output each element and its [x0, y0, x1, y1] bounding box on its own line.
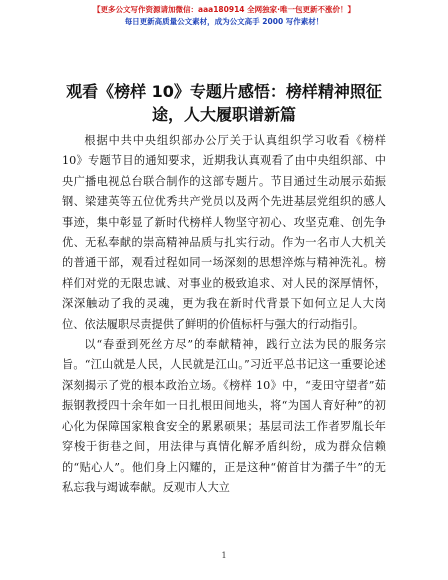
document-body	[62, 131, 386, 498]
document-title: 观看《榜样 10》专题片感悟：榜样精神照征途，人大履职谱新篇	[66, 82, 382, 124]
promo-header	[0, 4, 448, 28]
paragraph-service: 以“春蚕到死丝方尽”的奉献精神，践行立法为民的服务宗旨。“江山就是人民，人民就是江山。”习近平总书记这一重要论述深刻揭示了党的根本政治立场。《榜样 10》中，“麦田守望者”茹振钢教授四十余年如一日扎根田间地头，将“为国人育好种”的初心化为保障国家粮食安全的累累硕果；基层司法工作者罗胤长年穿梭于街巷之间，用法律与真情化解矛盾纠纷，成为群众信赖的“贴心人”。他们身上闪耀的，正是这种“俯首甘为孺子牛”的无私忘我与竭诚奉献。反观市人大立	[62, 338, 386, 494]
promo-line-red: 【更多公文写作资源请加微信：aaa180914 全网独家·唯一包更新不涨价！】	[93, 5, 355, 14]
paragraph-intro: 根据中共中央组织部办公厅关于认真组织学习收看《榜样 10》专题节目的通知要求，近期我认真观看了由中央组织部、中央广播电视总台联合制作的这部专题片。节目通过生动展示茹振钢、梁建英等五位优秀共产党员以及两个先进基层党组织的感人事迹，集中彰显了新时代榜样人物坚守初心、攻坚克难、创先争优、无私奉献的崇高精神品质与扎实行动。作为一名市人大机关的普通干部，观看过程如同一场深刻的思想淬炼与精神洗礼。榜样们对党的无限忠诚、对事业的极致追求、对人民的深厚情怀，深深触动了我的灵魂，更为我在新时代背景下如何立足人大岗位、依法履职尽责提供了鲜明的价值标杆与强大的行动指引。	[62, 134, 386, 331]
page-number: 1	[221, 551, 227, 560]
promo-line-blue: 每日更新高质量公文素材，成为公文高手 2000 写作素材！	[124, 17, 324, 26]
